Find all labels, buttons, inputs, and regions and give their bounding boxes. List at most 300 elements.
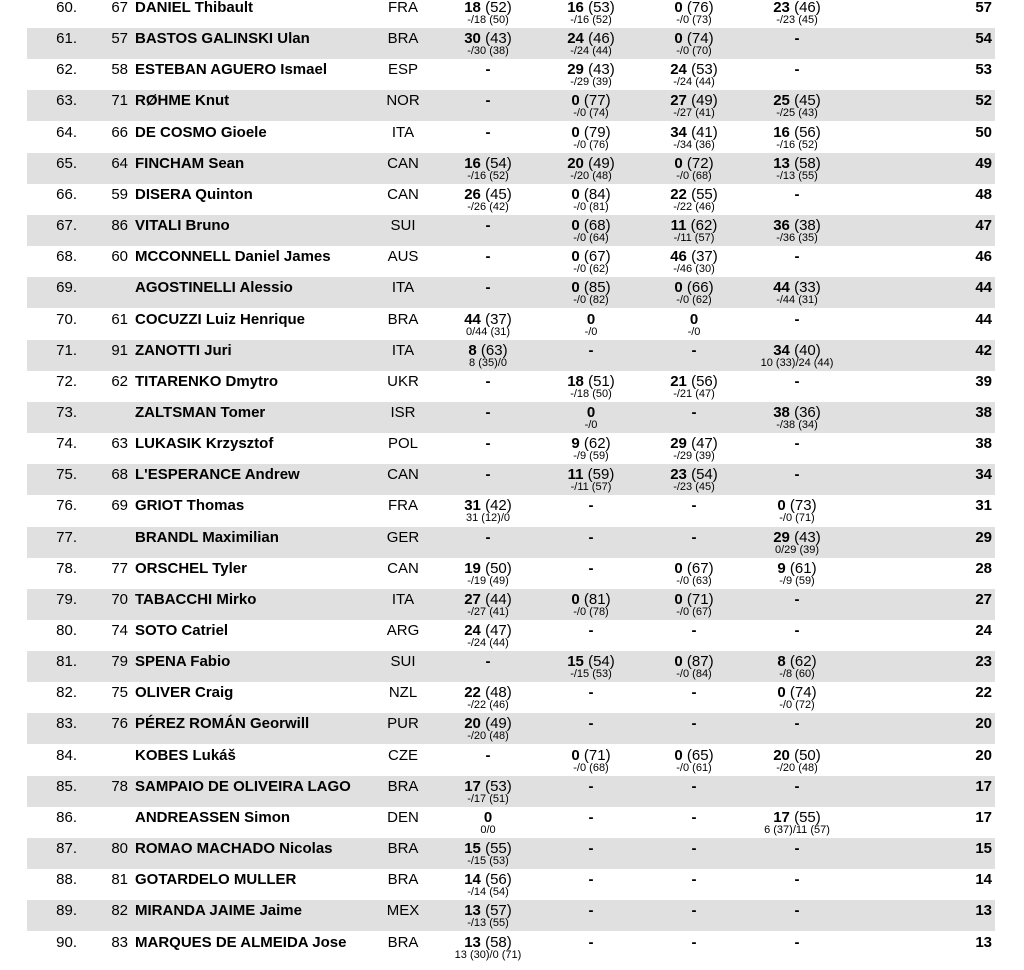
- race-4-cell: [737, 436, 857, 464]
- race-points: 17: [464, 777, 481, 795]
- nation-cell: UKR: [387, 372, 419, 390]
- race-position: (47): [485, 622, 512, 639]
- rank-cell: 60.: [56, 0, 77, 16]
- race-result: [634, 716, 754, 732]
- race-points: 0: [571, 248, 580, 266]
- race-1-cell: [428, 872, 548, 900]
- table-row: [0, 467, 1024, 498]
- athlete-name: KOBES Lukáš: [135, 746, 236, 764]
- table-row: [0, 561, 1024, 592]
- table-row: [0, 654, 1024, 685]
- total-points: 20: [975, 746, 992, 764]
- race-position: (65): [686, 746, 714, 764]
- race-result: [737, 841, 857, 857]
- nation-cell: CAN: [387, 466, 419, 484]
- table-row: [0, 187, 1024, 218]
- race-result: [531, 779, 651, 795]
- total-points: 57: [975, 0, 992, 16]
- race-position: (53): [588, 0, 615, 16]
- race-position: (43): [794, 528, 821, 546]
- race-points: -: [794, 61, 800, 79]
- race-position: (56): [794, 123, 821, 141]
- race-3-cell: [634, 841, 754, 869]
- race-points: 15: [464, 840, 481, 858]
- race-1-cell: [428, 436, 548, 464]
- race-points: -: [794, 871, 800, 889]
- table-row: [0, 810, 1024, 841]
- race-4-cell: [737, 872, 857, 900]
- nation-cell: ITA: [391, 590, 415, 608]
- race-points: 0: [483, 808, 493, 826]
- total-points: 44: [975, 310, 992, 328]
- rank-cell: 83.: [56, 715, 77, 733]
- race-position: (67): [583, 248, 611, 266]
- race-points: -: [485, 435, 491, 453]
- race-4-cell: [737, 654, 857, 682]
- race-points: 13: [773, 154, 790, 172]
- nation-cell: ARG: [386, 622, 420, 639]
- race-points: -: [588, 871, 594, 889]
- race-result: [428, 374, 548, 390]
- nation-cell: CZE: [388, 746, 418, 764]
- race-breakdown: -/27 (41): [467, 605, 509, 618]
- race-4-cell: [737, 810, 857, 838]
- rank-cell: 84.: [56, 746, 77, 764]
- race-result: [531, 498, 651, 514]
- bib-cell: 82: [111, 902, 128, 920]
- nation-cell: FRA: [388, 0, 418, 16]
- athlete-name: DISERA Quinton: [135, 185, 253, 203]
- race-breakdown: -/0 (64): [573, 232, 609, 245]
- race-points: -: [691, 622, 697, 639]
- race-position: (46): [588, 30, 615, 48]
- rank-cell: 68.: [56, 248, 77, 266]
- race-breakdown: -/0 (71): [779, 512, 815, 525]
- race-points: 0: [674, 279, 683, 297]
- athlete-name: ANDREASSEN Simon: [135, 808, 291, 826]
- race-2-cell: [531, 872, 651, 900]
- race-position: (47): [691, 435, 718, 453]
- race-result: [531, 841, 651, 857]
- race-breakdown: -/21 (47): [673, 387, 715, 400]
- table-row: [0, 935, 1024, 966]
- athlete-name: BASTOS GALINSKI Ulan: [135, 30, 310, 48]
- total-points: 53: [975, 61, 992, 79]
- race-1-cell: [428, 280, 548, 308]
- race-1-cell: [428, 841, 548, 869]
- bib-cell: 78: [111, 777, 128, 795]
- race-1-cell: [428, 716, 548, 744]
- race-result: [737, 779, 857, 795]
- race-2-cell: [531, 0, 651, 28]
- table-row: [0, 280, 1024, 311]
- race-2-cell: [531, 405, 651, 433]
- nation-cell: BRA: [387, 871, 419, 889]
- race-position: (71): [583, 746, 611, 764]
- race-3-cell: [634, 779, 754, 807]
- bib-cell: 67: [111, 0, 128, 16]
- race-position: (62): [789, 653, 817, 671]
- race-2-cell: [531, 343, 651, 371]
- race-4-cell: [737, 530, 857, 558]
- nation-cell: SUI: [390, 653, 416, 671]
- race-points: 0: [674, 0, 683, 16]
- race-4-cell: [737, 841, 857, 869]
- race-points: 0: [674, 590, 683, 608]
- race-points: 20: [464, 715, 481, 733]
- race-points: 17: [773, 808, 790, 826]
- race-2-cell: [531, 623, 651, 651]
- race-2-cell: [531, 156, 651, 184]
- race-result: [428, 93, 548, 109]
- athlete-name: MCCONNELL Daniel James: [135, 248, 331, 266]
- race-points: 29: [670, 435, 687, 453]
- race-1-cell: [428, 343, 548, 371]
- race-breakdown: -/20 (48): [467, 730, 509, 743]
- race-3-cell: [634, 467, 754, 495]
- race-2-cell: [531, 62, 651, 90]
- race-breakdown: -/15 (53): [467, 855, 509, 868]
- athlete-name: SOTO Catriel: [135, 622, 229, 639]
- race-points: -: [588, 341, 594, 359]
- race-position: (53): [691, 61, 718, 79]
- rank-cell: 82.: [56, 684, 77, 702]
- race-2-cell: [531, 125, 651, 153]
- race-2-cell: [531, 280, 651, 308]
- race-points: 16: [464, 154, 481, 172]
- total-points: 15: [975, 840, 992, 858]
- total-points: 17: [975, 777, 992, 795]
- table-row: [0, 436, 1024, 467]
- rank-cell: 72.: [56, 372, 77, 390]
- race-breakdown: -/25 (43): [776, 107, 818, 120]
- race-result: [737, 374, 857, 390]
- race-1-cell: [428, 0, 548, 28]
- race-points: -: [794, 310, 800, 328]
- race-points: -: [691, 902, 697, 920]
- race-points: 44: [773, 279, 790, 297]
- race-points: 26: [464, 185, 481, 203]
- race-points: 8: [777, 653, 786, 671]
- race-points: -: [691, 933, 697, 951]
- race-4-cell: [737, 903, 857, 931]
- table-row: [0, 592, 1024, 623]
- race-position: (46): [794, 0, 821, 16]
- race-result: [634, 841, 754, 857]
- rank-cell: 74.: [56, 435, 77, 453]
- race-result: [634, 530, 754, 546]
- bib-cell: 83: [111, 933, 128, 951]
- race-breakdown: -/0 (78): [573, 605, 609, 618]
- race-points: 29: [773, 528, 790, 546]
- race-points: 0: [571, 123, 580, 141]
- race-3-cell: [634, 935, 754, 963]
- race-result: [428, 280, 548, 296]
- race-points: 23: [773, 0, 790, 16]
- table-row: [0, 716, 1024, 747]
- race-2-cell: [531, 654, 651, 682]
- race-position: (55): [794, 808, 821, 826]
- race-4-cell: [737, 93, 857, 121]
- athlete-name: GOTARDELO MULLER: [135, 871, 297, 889]
- race-points: 0: [777, 684, 786, 702]
- race-points: -: [588, 528, 594, 546]
- race-position: (76): [686, 0, 714, 16]
- race-breakdown: -/0 (73): [676, 14, 712, 26]
- bib-cell: 80: [111, 840, 128, 858]
- race-position: (43): [588, 61, 615, 79]
- race-points: 0: [674, 746, 683, 764]
- nation-cell: SUI: [390, 217, 416, 235]
- race-result: [531, 903, 651, 919]
- total-points: 13: [975, 902, 992, 920]
- race-points: 9: [571, 435, 580, 453]
- race-breakdown: -/9 (59): [779, 574, 815, 587]
- race-points: -: [588, 684, 594, 702]
- race-2-cell: [531, 716, 651, 744]
- race-breakdown: 10 (33)/24 (44): [760, 356, 834, 369]
- nation-cell: POL: [387, 435, 418, 453]
- race-3-cell: [634, 249, 754, 277]
- race-points: -: [588, 497, 594, 515]
- race-1-cell: [428, 748, 548, 776]
- total-points: 38: [975, 403, 992, 421]
- race-position: (49): [691, 92, 718, 110]
- rank-cell: 77.: [56, 528, 77, 546]
- race-points: 14: [464, 871, 481, 889]
- race-result: [737, 935, 857, 951]
- race-position: (37): [691, 248, 718, 266]
- total-points: 48: [975, 185, 992, 203]
- table-row: [0, 218, 1024, 249]
- race-points: 13: [464, 902, 481, 920]
- race-4-cell: [737, 405, 857, 433]
- race-position: (85): [583, 279, 611, 297]
- athlete-name: FINCHAM Sean: [135, 154, 245, 172]
- race-breakdown: -/0 (62): [676, 294, 712, 307]
- rank-cell: 66.: [56, 185, 77, 203]
- rank-cell: 67.: [56, 217, 77, 235]
- race-result: [737, 467, 857, 483]
- race-points: -: [588, 559, 594, 577]
- race-points: 0: [777, 497, 786, 515]
- bib-cell: 79: [111, 653, 128, 671]
- race-breakdown: -/8 (60): [779, 668, 815, 681]
- race-result: [634, 685, 754, 701]
- race-breakdown: -/24 (44): [570, 45, 612, 58]
- race-points: -: [691, 684, 697, 702]
- race-position: (55): [691, 185, 718, 203]
- race-points: -: [691, 840, 697, 858]
- race-3-cell: [634, 623, 754, 651]
- race-breakdown: 0/29 (39): [774, 543, 820, 556]
- race-points: 22: [670, 185, 687, 203]
- race-1-cell: [428, 31, 548, 59]
- race-result: [634, 872, 754, 888]
- race-breakdown: -/0 (72): [779, 699, 815, 712]
- race-4-cell: [737, 31, 857, 59]
- athlete-name: SAMPAIO DE OLIVEIRA LAGO: [135, 777, 351, 795]
- race-3-cell: [634, 187, 754, 215]
- race-points: 18: [464, 0, 481, 16]
- race-3-cell: [634, 530, 754, 558]
- race-result: [737, 903, 857, 919]
- race-2-cell: [531, 779, 651, 807]
- race-position: (54): [588, 653, 615, 671]
- race-2-cell: [531, 685, 651, 713]
- race-breakdown: -/0: [584, 418, 598, 431]
- race-points: -: [691, 341, 697, 359]
- race-3-cell: [634, 498, 754, 526]
- race-3-cell: [634, 405, 754, 433]
- bib-cell: 58: [111, 61, 128, 79]
- race-4-cell: [737, 498, 857, 526]
- race-points: -: [691, 871, 697, 889]
- nation-cell: MEX: [386, 902, 420, 920]
- table-row: [0, 0, 1024, 31]
- race-breakdown: 13 (30)/0 (71): [454, 948, 522, 961]
- athlete-name: MIRANDA JAIME Jaime: [135, 902, 302, 920]
- nation-cell: ITA: [391, 123, 415, 141]
- race-points: -: [588, 715, 594, 733]
- bib-cell: 71: [111, 92, 128, 110]
- table-row: [0, 903, 1024, 934]
- race-3-cell: [634, 592, 754, 620]
- race-breakdown: -/46 (30): [673, 263, 715, 276]
- race-breakdown: -/0 (61): [676, 761, 712, 774]
- race-position: (51): [588, 372, 615, 390]
- race-2-cell: [531, 312, 651, 340]
- race-2-cell: [531, 810, 651, 838]
- race-result: [634, 498, 754, 514]
- nation-cell: ITA: [391, 279, 415, 297]
- race-1-cell: [428, 405, 548, 433]
- race-result: [634, 343, 754, 359]
- race-position: (41): [691, 123, 718, 141]
- rank-cell: 76.: [56, 497, 77, 515]
- race-breakdown: -/36 (35): [776, 232, 818, 245]
- race-breakdown: -/22 (46): [673, 200, 715, 213]
- athlete-name: MARQUES DE ALMEIDA Jose: [135, 933, 347, 951]
- race-2-cell: [531, 374, 651, 402]
- nation-cell: AUS: [387, 248, 419, 266]
- race-4-cell: [737, 62, 857, 90]
- race-3-cell: [634, 654, 754, 682]
- race-result: [428, 530, 548, 546]
- race-breakdown: 6 (37)/11 (57): [764, 823, 830, 836]
- race-4-cell: [737, 716, 857, 744]
- race-position: (77): [583, 92, 611, 110]
- race-points: -: [485, 403, 491, 421]
- race-position: (61): [789, 559, 817, 577]
- race-result: [737, 31, 857, 47]
- nation-cell: BRA: [387, 933, 419, 951]
- bib-cell: 68: [111, 466, 128, 484]
- race-points: 0: [586, 403, 596, 421]
- race-breakdown: -/14 (54): [467, 886, 509, 899]
- race-3-cell: [634, 93, 754, 121]
- race-position: (45): [794, 92, 821, 110]
- race-position: (87): [686, 653, 714, 671]
- race-position: (58): [794, 154, 821, 172]
- total-points: 44: [975, 279, 992, 297]
- race-position: (42): [485, 497, 512, 515]
- race-position: (45): [485, 185, 512, 203]
- athlete-name: TABACCHI Mirko: [135, 590, 257, 608]
- race-points: 0: [674, 653, 683, 671]
- race-position: (49): [588, 154, 615, 172]
- total-points: 47: [975, 217, 992, 235]
- athlete-name: COCUZZI Luiz Henrique: [135, 310, 305, 328]
- race-result: [428, 467, 548, 483]
- race-position: (67): [686, 559, 714, 577]
- race-result: [531, 810, 651, 826]
- race-1-cell: [428, 592, 548, 620]
- race-breakdown: 8 (35)/0: [469, 356, 507, 369]
- race-position: (50): [485, 559, 512, 577]
- race-position: (55): [485, 840, 512, 858]
- race-3-cell: [634, 872, 754, 900]
- rank-cell: 75.: [56, 466, 77, 484]
- race-4-cell: [737, 187, 857, 215]
- race-breakdown: -/16 (52): [776, 138, 818, 151]
- race-breakdown: -/26 (42): [467, 200, 509, 213]
- race-3-cell: [634, 810, 754, 838]
- race-result: [737, 623, 857, 639]
- race-position: (48): [485, 684, 512, 702]
- race-3-cell: [634, 716, 754, 744]
- bib-cell: 69: [111, 497, 128, 515]
- race-3-cell: [634, 156, 754, 184]
- race-breakdown: -/20 (48): [776, 761, 818, 774]
- race-breakdown: -/13 (55): [776, 169, 818, 182]
- athlete-name: ESTEBAN AGUERO Ismael: [135, 61, 327, 79]
- total-points: 31: [975, 497, 992, 515]
- race-1-cell: [428, 779, 548, 807]
- race-breakdown: -/23 (45): [673, 481, 715, 494]
- table-row: [0, 249, 1024, 280]
- race-position: (54): [691, 466, 718, 484]
- race-points: 0: [571, 590, 580, 608]
- race-points: -: [794, 902, 800, 920]
- race-points: 13: [464, 933, 481, 951]
- race-3-cell: [634, 685, 754, 713]
- race-points: 20: [567, 154, 584, 172]
- race-breakdown: -/34 (36): [673, 138, 715, 151]
- race-points: 24: [567, 30, 584, 48]
- rank-cell: 86.: [56, 808, 77, 826]
- race-position: (49): [485, 715, 512, 733]
- race-breakdown: -/0: [687, 325, 701, 338]
- bib-cell: 91: [111, 341, 128, 359]
- race-2-cell: [531, 249, 651, 277]
- race-4-cell: [737, 249, 857, 277]
- bib-cell: 66: [111, 123, 128, 141]
- race-points: 44: [464, 310, 481, 328]
- total-points: 17: [975, 808, 992, 826]
- table-row: [0, 62, 1024, 93]
- race-points: 0: [674, 30, 683, 48]
- race-breakdown: -/16 (52): [467, 169, 509, 182]
- rank-cell: 89.: [56, 902, 77, 920]
- race-breakdown: -/17 (51): [467, 792, 509, 805]
- race-points: 21: [670, 372, 687, 390]
- race-points: -: [794, 248, 800, 266]
- race-1-cell: [428, 312, 548, 340]
- race-points: -: [588, 622, 594, 639]
- race-position: (58): [485, 933, 512, 951]
- race-2-cell: [531, 467, 651, 495]
